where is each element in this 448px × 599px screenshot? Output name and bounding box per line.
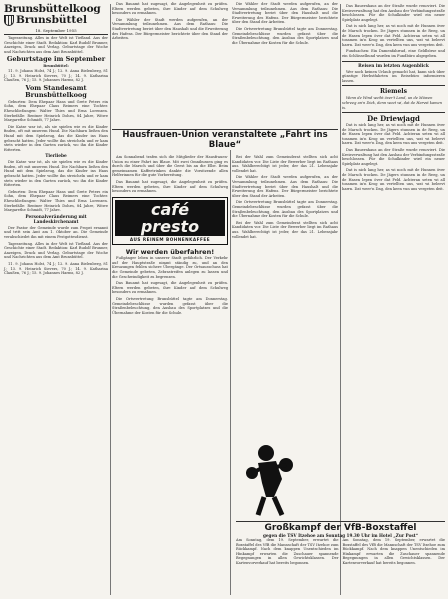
column-divider xyxy=(230,150,231,595)
hausfrauen-text-cont: Das Bauamt hat zugesagt, die Angelegenheit zu prüfen. Eltern werden gebeten, ihre Kinder auf dem Schulweg besonders zu ermahnen. xyxy=(112,179,228,194)
boxer-icon xyxy=(236,439,308,517)
masthead-line2-text: Brunsbüttel xyxy=(16,14,87,26)
tierliebe-headline: Tierliebe xyxy=(45,154,67,160)
driewjagd-text-cont: Das Bauernhaus an der Straße wurde renoviert. Die Kreisverwaltung hat den Ausbau der Verbindungsstraße beschlossen. Für die Schulkinder wird ein neuer Spielplatz angelegt. xyxy=(342,148,445,166)
ortsvertretung-text: Die Ortsvertretung Brunsbüttel tagte am Donnerstag. Gemeindebeschlüsse wurden gefasst über die Straßenbeleuchtung, den Ausbau des Sportplatzes und die Übernahme der Kosten für die Schule. xyxy=(232,200,338,219)
riemels-poem: Wenn de Wind weiht över't Land, un de Möwen schreeg an'n Diek, denn weet wi, dat de Harvst kamen is. xyxy=(342,96,442,110)
hausfrauen-text: Am Sonnabend trafen sich die Mitglieder der Hausfrauen-Union zu einer Fahrt ins Blaue. Mit zwei Omnibussen ging es durch die Marsch und über die Geest bis an die Elbe. Beim gemeinsamen Kaffeetrinken dankte die Vorsitzende allen Helferinnen für die gute Vorbereitung. xyxy=(112,155,228,178)
column-wahl xyxy=(232,155,338,241)
grosskampf-columns xyxy=(236,538,445,566)
reisen-headline: Reisen im letzten Augenblick xyxy=(358,63,429,69)
column-council xyxy=(232,2,338,47)
tierliebe-text: Die Katze war ist, als sie spielen wie es die Kinder finden, oft mit unserem Hund. Die Nachbarn ließen den Hund mit dem Spielzeug, das die Kinder ins Haus gebracht hatten. Jeder wollte ihn streicheln und er kam stets wieder in den Garten zurück, wo ihn die Kinder fütterten. xyxy=(4,160,108,188)
tierliebe-text-cont: Geburten: Dem Ehepaar Hans und Grete Peters ein Sohn, dem Ehepaar Claus Reimers eine Tochter. Eheschließungen: Walter Thies und Erna Lorenzen. Sterbefälle: Rentner Heinrich Dohrn, 84 Jahre, Witwe Margarethe Schmidt, 77 Jahre. xyxy=(4,189,108,213)
personal-text-cont2: 11. 9. Johann Holst, 74 J.; 12. 9. Anna Bielenberg, 81 J.; 13. 9. Heinrich Sievers, 70 J.; 14. 9. Katharina Claußen, 76 J.; 15. 9. Johannes Harms, 82 J. xyxy=(4,261,108,276)
hausfrauen-headline-block xyxy=(112,128,338,150)
intro-text: Tageszeitung. Alles in der Welt ist Tiefland. Aus der Geschichte einer Stadt. Redaktion: Karl Rudolf Brunner, Anzeigen, Druck und Verlag. Geburtstage der Woche und Nachrichten aus dem Amt Brunsbüttel. xyxy=(4,36,108,54)
boxer-illustration xyxy=(236,435,336,527)
column-top-left xyxy=(112,2,228,43)
wahl-text-cont: Die Wähler der Stadt werden aufgerufen, an der Versammlung teilzunehmen. Aus dem Rathaus: Die Stadtvertretung beriet über den Haushalt und die Erweiterung des Hafens. Der Bürgermeister berichtete über den Stand der Arbeiten. xyxy=(232,175,338,198)
divider xyxy=(4,34,108,35)
driewjagd-headline: De Driewjagd xyxy=(367,114,420,124)
fundsachen-text: Fundsachen: Ein Damenfahrrad, eine Geldbörse und ein Schlüsselbund wurden im Fundbüro abgegeben. xyxy=(342,49,445,58)
grosskampf-block xyxy=(236,520,445,566)
ueberfahren-text-cont2: Die Ortsvertretung Brunsbüttel tagte am Donnerstag. Gemeindebeschlüsse wurden gefasst über die Straßenbeleuchtung, den Ausbau des Sportplatzes und die Übernahme der Kosten für die Schule. xyxy=(112,297,228,315)
standesamt-text: Geburten: Dem Ehepaar Hans und Grete Peters ein Sohn, dem Ehepaar Claus Reimers eine Tochter. Eheschließungen: Walter Thies und Erna Lorenzen. Sterbefälle: Rentner Heinrich Dohrn, 84 Jahre, Witwe Margarethe Schmidt, 77 Jahre. xyxy=(4,99,108,123)
ad-title: café presto xyxy=(115,200,225,236)
birthdays-subhead: Brunsbüttel: xyxy=(43,64,69,69)
standesamt-text-cont: Die Katze war ist, als sie spielen wie es die Kinder finden, oft mit unserem Hund. Die Nachbarn ließen den Hund mit dem Spielzeug, das die Kinder ins Haus gebracht hatten. Jeder wollte ihn streicheln und er kam stets wieder in den Garten zurück, wo ihn die Kinder fütterten. xyxy=(4,124,108,152)
standesamt-headline: Vom Standesamt Brunsbüttelkoog xyxy=(25,83,87,99)
hausfrauen-headline: Hausfrauen-Union veranstaltete „Fahrt ins Blaue“ xyxy=(122,130,328,150)
riemels-headline: Riemels xyxy=(380,88,407,96)
ortsvertretung-text-cont: Bei der Wahl zum Gemeinderat stellten sich acht Kandidaten vor. Die Liste der Bewerber liegt im Rathaus aus. Wahlberechtigt ist jeder, der das 21. Lebensjahr vollendet hat. xyxy=(232,220,338,239)
cafe-presto-ad xyxy=(112,197,228,245)
personal-headline: Personalveränderung mit Landeskirchenamt xyxy=(25,214,87,225)
ueberfahren-text: Fußgänger leben in unserer Stadt gefährlich. Der Verkehr auf der Hauptstraße nimmt ständig zu, und an den Kreuzungen fehlen sichere Übergänge. Der Ortsausschuss hat die Gemeinde gebeten, Zebrastreifen anlegen zu lassen und die Geschwindigkeit zu begrenzen. xyxy=(112,256,228,279)
column-divider xyxy=(340,4,341,595)
personal-text: Der Pastor der Gemeinde wurde zum Propst ernannt und tritt sein Amt am 1. Oktober an. Die Gemeinde verabschiedet ihn mit einem Festgottesdienst. xyxy=(4,225,108,239)
right-top-text-cont: Dat is nich lang her, as wi noch mit de Hunnen över de Marsch trocken. De Jägers stunnen in de Reeg, un de Hasen lepen över dat Feld. Achteran seten wi all tosamen in'n Krog un vertellten uns, wat wi beleevt harrn. Dat weer'n Dag, den keen vun uns vergeten deit. xyxy=(342,24,445,47)
wahl-text: Bei der Wahl zum Gemeinderat stellten sich acht Kandidaten vor. Die Liste der Bewerber liegt im Rathaus aus. Wahlberechtigt ist jeder, der das 21. Lebensjahr vollendet hat. xyxy=(232,155,338,173)
ueberfahren-text-cont: Das Bauamt hat zugesagt, die Angelegenheit zu prüfen. Eltern werden gebeten, ihre Kinder auf dem Schulweg besonders zu ermahnen. xyxy=(112,281,228,295)
grosskampf-headline: Großkampf der VfB-Boxstaffel xyxy=(264,523,417,533)
column-right xyxy=(342,4,445,193)
ad-subtitle: AUS REINEM BOHNENKAFFEE xyxy=(129,236,211,242)
masthead-line1: Brunsbüttelkoog xyxy=(4,3,101,15)
driewjagd-text-cont2: Dat is nich lang her, as wi noch mit de Hunnen över de Marsch trocken. De Jägers stunnen in de Reeg, un de Hasen lepen över dat Feld. Achteran seten wi all tosamen in'n Krog un vertellten uns, wat wi beleevt harrn. Dat weer'n Dag, den keen vun uns vergeten deit. xyxy=(342,168,445,191)
council-text: Die Wähler der Stadt werden aufgerufen, an der Versammlung teilzunehmen. Aus dem Rathaus: Die Stadtvertretung beriet über den Haushalt und die Erweiterung des Hafens. Der Bürgermeister berichtete über den Stand der Arbeiten. xyxy=(232,2,338,25)
column-hausfrauen xyxy=(112,155,228,317)
birthdays-headline: Geburtstage im September xyxy=(6,55,106,64)
column-divider xyxy=(110,4,111,595)
issue-date: 18. September 1955 xyxy=(35,28,77,33)
divider xyxy=(342,61,445,62)
column-local-news xyxy=(4,4,108,278)
ueberfahren-headline: Wir werden überfahren! xyxy=(125,247,215,256)
grosskampf-text: Am Sonntag, dem 19. September, erwartet die Boxstaffel des VfB die Mannschaft der TSV Itzehoe zum Rückkampf. Nach dem knappen Unentschieden im Hinkampf erwarten die Zuschauer spannende Begegnungen in allen Gewichtsklassen. Der Kartenvorverkauf hat bereits begonnen. xyxy=(236,538,339,565)
divider xyxy=(342,112,445,113)
col2-lead-text: Das Bauamt hat zugesagt, die Angelegenheit zu prüfen. Eltern werden gebeten, ihre Kinder auf dem Schulweg besonders zu ermahnen. xyxy=(112,2,228,16)
driewjagd-text: Dat is nich lang her, as wi noch mit de Hunnen över de Marsch trocken. De Jägers stunnen in de Reeg, un de Hasen lepen över dat Feld. Achteran seten wi all tosamen in'n Krog un vertellten uns, wat wi beleevt harrn. Dat weer'n Dag, den keen vun uns vergeten deit. xyxy=(342,123,445,146)
council-text-cont: Die Ortsvertretung Brunsbüttel tagte am Donnerstag. Gemeindebeschlüsse wurden gefasst über die Straßenbeleuchtung, den Ausbau des Sportplatzes und die Übernahme der Kosten für die Schule. xyxy=(232,26,338,45)
masthead-line2 xyxy=(4,15,108,26)
headline-rule xyxy=(236,521,445,522)
right-top-text: Das Bauernhaus an der Straße wurde renoviert. Die Kreisverwaltung hat den Ausbau der Verbindungsstraße beschlossen. Für die Schulkinder wird ein neuer Spielplatz angelegt. xyxy=(342,4,445,22)
birthdays-text: 11. 9. Johann Holst, 74 J.; 12. 9. Anna Bielenberg, 81 J.; 13. 9. Heinrich Sievers, 70 J.; 14. 9. Katharina Claußen, 76 J.; 15. 9. Johannes Harms, 82 J. xyxy=(4,68,108,83)
personal-text-cont: Tageszeitung. Alles in der Welt ist Tiefland. Aus der Geschichte einer Stadt. Redaktion: Karl Rudolf Brunner, Anzeigen, Druck und Verlag. Geburtstage der Woche und Nachrichten aus dem Amt Brunsbüttel. xyxy=(4,241,108,260)
reisen-text: Wer noch keinen Urlaub gemacht hat, kann sich über günstige Herbstfahrten im Reisebüro informieren lassen. xyxy=(342,69,445,83)
coat-of-arms-icon xyxy=(4,15,14,26)
grosskampf-text-cont: Am Sonntag, dem 19. September, erwartet die Boxstaffel des VfB die Mannschaft der TSV Itzehoe zum Rückkampf. Nach dem knappen Unentschieden im Hinkampf erwarten die Zuschauer spannende Begegnungen in allen Gewichtsklassen. Der Kartenvorverkauf hat bereits begonnen. xyxy=(342,538,445,565)
col2-lead-text2: Die Wähler der Stadt werden aufgerufen, an der Versammlung teilzunehmen. Aus dem Rathaus: Die Stadtvertretung beriet über den Haushalt und die Erweiterung des Hafens. Der Bürgermeister berichtete über den Stand der Arbeiten. xyxy=(112,17,228,41)
divider xyxy=(342,85,445,86)
grosskampf-subhead: gegen die TSV Itzehoe am Sonntag 19.30 Uhr im Hotel „Zur Post“ xyxy=(262,533,419,538)
